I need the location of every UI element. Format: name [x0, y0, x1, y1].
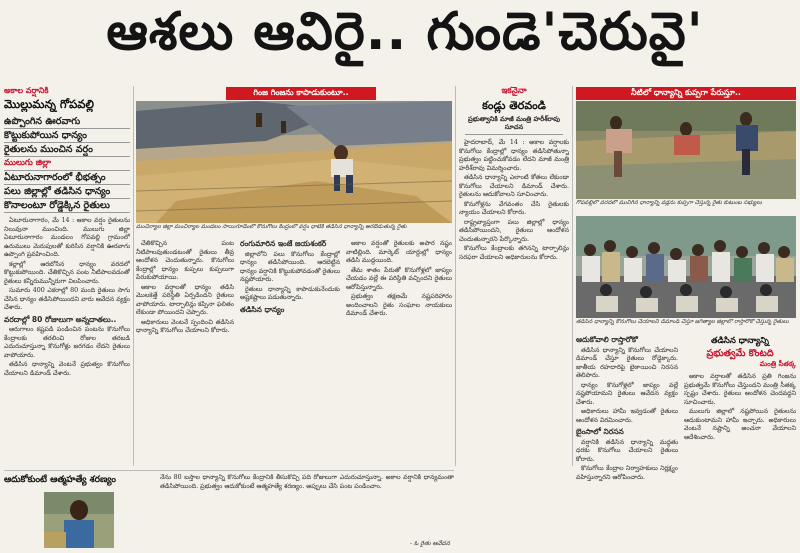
center-column-2: [240, 240, 340, 466]
protest-photo: [576, 216, 796, 318]
column-rule: [455, 86, 456, 466]
bottom-story-byline: - ఓ రైతు ఆవేదన: [409, 540, 450, 547]
minister-story-body: [684, 373, 796, 442]
mid-story-kicker: ఇకనైనా: [501, 86, 527, 96]
bottom-story: [4, 474, 454, 550]
paragraph: హైదరాబాద్, మే 14 : అకాల వర్షాలకు కొనుగోలు కేంద్రాల్లో ధాన్యం తడిసిపోతున్నా ప్రభుత్వం పట్టించుకోవడం లేదని మాజీ మంత్రి హరీశ్‌రావు విమర్శించారు.: [459, 139, 569, 172]
paragraph: జిల్లాలోని పలు కొనుగోలు కేంద్రాల్లో ధాన్యం తడిసిపోయింది. ఆరబెట్టిన ధాన్యం వర్షానికి కొట్టుకుపోవడంతో రైతులు నష్టపోయారు.: [240, 250, 340, 283]
paragraph: సుమారు 400 ఎకరాల్లో 80 మంది రైతులు సాగు చేసిన ధాన్యం తడిసిపోయిందని వారు ఆవేదన వ్యక్తం చేశారు.: [4, 287, 130, 311]
column-rule: [133, 86, 134, 466]
paragraph: కొనుగోలు కేంద్రాల నిర్వాహకులు నిర్లక్ష్యం వహిస్తున్నారని ఆరోపించారు.: [576, 465, 678, 481]
paragraph: అకాల వర్షంతో రైతులకు అపార నష్టం వాటిల్లింది. మార్కెట్ యార్డుల్లో ధాన్యం తడిసి ముద్దయింది.: [346, 240, 452, 264]
paragraph: ఏటూరునాగారం, మే 14 : ఆకాల వర్షం రైతులను నిలువునా ముంచింది. ములుగు జిల్లా ఏటూరునాగారం మండలం గోపవల్లి గ్రామంలో ఉరుములు మెరుపులతో కురిసిన వర్షానికి ఊరవాగు ఉప్పొంగి ప్రవహించింది.: [4, 217, 130, 258]
center-photo-caption: మంచిర్యాల జిల్లా మంచిర్యాల మండలం సాయిగూడెంలో కొనుగోలు కేంద్రంలో వర్షం ధాటికి తడిసిన ధాన్యాన్ని ఆరబెడుతున్న రైతు: [136, 224, 407, 230]
paragraph: తేమ శాతం పేరుతో కొనుగోళ్లలో జాప్యం చేయడం వల్లే ఈ పరిస్థితి వచ్చిందని రైతులు ఆరోపిస్తున్నారు.: [346, 266, 452, 291]
left-story-kicker: అకాల వర్షానికి: [4, 86, 49, 95]
minister-story-title-1: తడిసిన ధాన్యాన్ని: [711, 336, 769, 346]
mid-story: [459, 86, 569, 548]
paragraph: కొనుగోళ్లను వేగవంతం చేసి రైతులకు న్యాయం చేయాలని కోరారు.: [459, 200, 569, 216]
center-column-2-subhead: రంగుమారిన ఇంజే జయశంకర్: [240, 240, 327, 248]
left-story-body: [4, 217, 130, 378]
paragraph: ధాన్యం కొనుగోళ్లలో జాప్యం వల్లే నష్టపోయామని రైతులు ఆవేదన వ్యక్తం చేశారు.: [576, 381, 678, 406]
paragraph: కల్లాల్లో ఆరబోసిన ధాన్యం వరదలో కొట్టుకుపోయింది. చేతికొచ్చిన పంట నీటిపాలవడంతో రైతులు కన్నీరుమున్నీరుగా విలపించారు.: [4, 260, 130, 285]
paragraph: తడిసిన ధాన్యాన్ని వెంటనే ప్రభుత్వం కొనుగోలు చేయాలని డిమాండ్ చేశారు.: [4, 361, 130, 377]
left-story-title: మొల్లుమన్న గోపవల్లి: [4, 97, 94, 111]
deck-line: రైతులను ముంచిన వర్షం: [4, 143, 130, 157]
column-rule: [572, 86, 573, 466]
right-column-1-subhead-2: బైంసాలో నిరసన: [576, 427, 624, 436]
farmer-portrait-illustration: [44, 492, 114, 548]
farmer-portrait: [44, 492, 114, 548]
bottom-story-title: ఆదుకోకుంటే ఆత్మహత్యే శరణ్యం: [4, 475, 116, 485]
left-story-deck: [4, 115, 130, 213]
grain-drying-photo: [136, 101, 452, 223]
mid-story-body: [459, 139, 569, 262]
deck-line: ఉప్పొంగిన ఊరవాగు: [4, 115, 130, 129]
deck-line: ములుగు జిల్లా: [4, 157, 130, 171]
paragraph: రైతులు ధాన్యాన్ని కాపాడుకునేందుకు అష్టకష్టాలు పడుతున్నారు.: [240, 285, 340, 301]
center-column-2-subhead-2: తడిసిన ధాన్యం: [240, 304, 285, 314]
right-photo-banner: నీటిలో ధాన్యాన్ని కుప్పగా పేరుస్తూ..: [576, 87, 796, 100]
minister-story-byline: మంత్రి సీతక్క: [759, 360, 796, 368]
section-rule: [4, 470, 454, 471]
mid-story-deck: ప్రభుత్వానికి మాజీ మంత్రి హరీశ్‌రావు సూచన: [465, 115, 563, 135]
right-photo-1-caption: గోపవల్లిలో వరదలో మునిగిన ధాన్యాన్ని వడ్లను కుప్పగా చేస్తున్న రైతు కుటుంబ సభ్యులు: [576, 200, 762, 206]
paragraph: తడిసిన ధాన్యాన్ని ఎలాంటి కోతలు లేకుండా కొనుగోలు చేయాలని డిమాండ్ చేశారు. రైతులను ఆదుకోవాలని సూచించారు.: [459, 174, 569, 198]
paragraph: అకాల వర్షాలతో తడిసిన ప్రతి గింజను ప్రభుత్వమే కొనుగోలు చేస్తుందని మంత్రి సీతక్క స్పష్టం చేశారు. రైతులు ఆందోళన చెందవద్దని సూచించారు.: [684, 373, 796, 406]
protest-illustration: [576, 216, 796, 318]
paragraph: ప్రభుత్వం తక్షణమే నష్టపరిహారం అందించాలని రైతు సంఘాల నాయకులు డిమాండ్ చేశారు.: [346, 293, 452, 317]
paragraph: రాష్ట్రవ్యాప్తంగా పలు జిల్లాల్లో ధాన్యం తడిసిపోయిందని, రైతులు ఆందోళన చెందుతున్నారని పేర్కొన్నారు.: [459, 218, 569, 243]
paragraph: అకాల వర్షాలతో ధాన్యం తడిసి మొలకెత్తే పరిస్థితి ఏర్పడిందని రైతులు వాపోయారు. టార్పాలిన్లు కప్పినా ఫలితం లేకుండా పోయిందని చెప్పారు.: [136, 283, 234, 316]
paragraph: వర్షానికి తడిసిన ధాన్యాన్ని మద్దతు ధరకు కొనుగోలు చేయాలని రైతులు కోరారు.: [576, 438, 678, 463]
paragraph: ఆరుగాలం కష్టపడి పండించిన పంటను కొనుగోలు కేంద్రాలకు తరలించి రోజుల తరబడి ఎదురుచూస్తున్నా కొనుగోళ్లు జరగడం లేదని రైతులు వాపోయారు.: [4, 326, 130, 359]
deck-line: పలు జిల్లాల్లో తడిసిన ధాన్యం: [4, 185, 130, 199]
paragraph: అధికారులు వెంటనే స్పందించి తడిసిన ధాన్యాన్ని కొనుగోలు చేయాలని కోరారు.: [136, 318, 234, 334]
paragraph: అధికారులు హామీ ఇవ్వడంతో రైతులు ఆందోళన విరమించారు.: [576, 408, 678, 424]
right-column-1-subhead: ఆదుకోవాలి రాస్తారోకో: [576, 336, 638, 344]
page-headline: ఆశలు ఆవిరై.. గుండె'చెరువై': [106, 2, 704, 62]
left-story-subhead: వరదాల్లో 80 రోజులుగా అన్నదాతలు..: [4, 314, 117, 324]
deck-line: కొనాలంటూ రోడ్డెక్కిన రైతులు: [4, 199, 130, 213]
minister-story-title-2: ప్రభుత్వమే కొంటది: [706, 348, 774, 359]
right-column-1: [576, 336, 678, 548]
center-column-1: [136, 240, 234, 466]
mid-story-title: కండ్లు తెరవండి: [482, 99, 546, 112]
minister-story-box: [684, 336, 796, 548]
right-photo-2-caption: తడిసిన ధాన్యాన్ని కొనుగోలు చేయాలని డిమాండ్ చేస్తూ జగిత్యాల జిల్లాలో రాస్తారోకో చేస్తున్న రైతులు: [576, 319, 789, 325]
center-photo-banner: గింజ గింజను కాపాడుకుంటూ..: [226, 87, 376, 100]
paragraph: చేతికొచ్చిన పంట నీటిపాలవుతుండటంతో రైతులు తీవ్ర ఆందోళన చెందుతున్నారు. కొనుగోలు కేంద్రాల్లో ధాన్యం కుప్పలు కుప్పలుగా పేరుకుపోయాయి.: [136, 240, 234, 281]
flooded-grain-photo: [576, 101, 796, 199]
center-column-3: [346, 240, 452, 466]
grain-drying-illustration: [136, 101, 452, 223]
paragraph: తడిసిన ధాన్యాన్ని కొనుగోలు చేయాలని డిమాండ్ చేస్తూ రైతులు రోడ్డెక్కారు. జాతీయ రహదారిపై బైఠాయించి నిరసన తెలిపారు.: [576, 346, 678, 379]
paragraph: ములుగు జిల్లాలో నష్టపోయిన రైతులను ఆదుకుంటామని హామీ ఇచ్చారు. అధికారులు వెంటనే నష్టాన్ని అంచనా వేయాలని ఆదేశించారు.: [684, 408, 796, 441]
paragraph: కొనుగోలు కేంద్రాలకు తగినన్ని టార్పాలిన్లు సరఫరా చేయాలని అధికారులను కోరారు.: [459, 245, 569, 261]
deck-line: ఏటూరునాగారంలో భీభత్సం: [4, 171, 130, 185]
bottom-story-body: నేను 80 బస్తాల ధాన్యాన్ని కొనుగోలు కేంద్రానికి తీసుకొచ్చి పది రోజులుగా ఎదురుచూస్తున్నా. అకాల వర్షానికి ధాన్యమంతా తడిసిపోయింది. ప్రభుత్వం ఆదుకోకుంటే ఆత్మహత్యే శరణ్యం. అప్పులు చేసి పంట పండించాం.: [160, 474, 454, 490]
flooded-grain-illustration: [576, 101, 796, 199]
deck-line: కొట్టుకుపోయిన ధాన్యం: [4, 129, 130, 143]
